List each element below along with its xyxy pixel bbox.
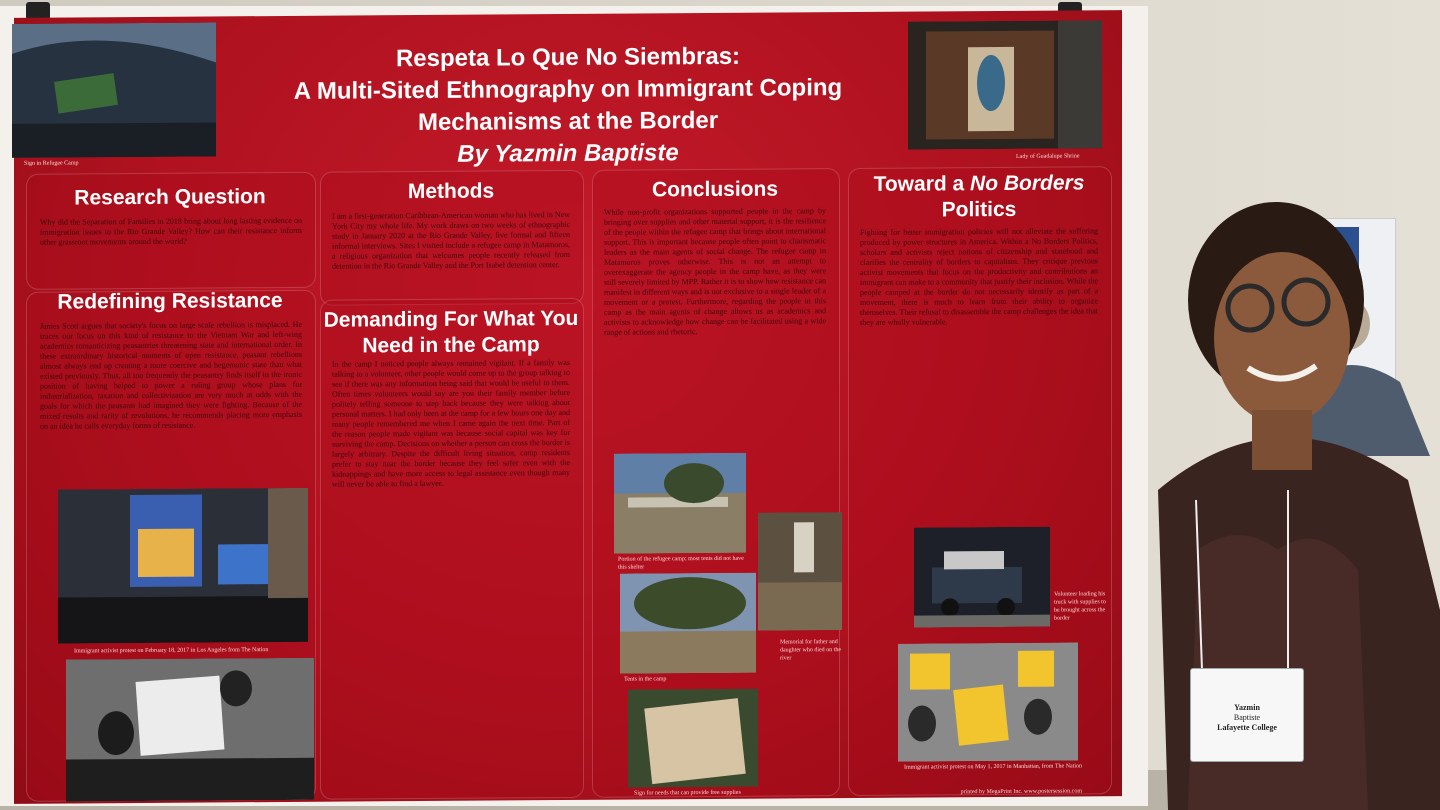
chinga-la-migra-image bbox=[898, 642, 1078, 761]
heading-no-borders-em: No Borders bbox=[970, 171, 1085, 196]
text-research-question: Why did the Separation of Families in 2018 bring about long lasting evidence on immigration issues to the Rio Grande Valley? How can their resistance inform other grassroot movements around the world? bbox=[40, 215, 302, 247]
heading-demanding: Demanding For What You Need in the Camp bbox=[323, 306, 579, 358]
photo-camp-sign bbox=[12, 22, 216, 157]
printer-credit: printed by MegaPrint Inc. www.postersession.com bbox=[960, 788, 1082, 796]
text-redefining-resistance: James Scott argues that society's focus on large scale rebellion is misplaced. He traces our focus on this kind of resistance to the Vietnam War and left-wing academics romanticizing peasantries threatening state and international order. In these extraordinary historical moments of open resistance, peasant rebellions almost always end up creating a more coercive and hegemonic state than what existed previously. Thus, all too frequently the peasantry finds itself in the ironic position of having helped to power a ruling group whose plans for industrialization, taxation and collectivization are very much at odds with the goals for which the peasants had imagined they were fighting. Because of the mixed results and rarity of revolutions, he recommends placing more emphasis on an idea he calls everyday forms of resistance. bbox=[40, 319, 302, 431]
photo-protest-families bbox=[58, 488, 308, 644]
author-byline: By Yazmin Baptiste bbox=[457, 139, 679, 168]
protest-families-image bbox=[58, 488, 308, 644]
heading-research-question: Research Question bbox=[74, 185, 266, 210]
photo-chinga-la-migra-protest bbox=[898, 642, 1078, 761]
caption-memorial: Memorial for father and daughter who died on the river bbox=[780, 639, 841, 662]
photo-refugee-camp bbox=[614, 453, 746, 554]
photo-vietnam-protest bbox=[66, 658, 314, 802]
caption-camp-2: Tents in the camp bbox=[624, 676, 667, 683]
caption-protest-2: Immigrant activist protest on May 1, 2017 in Manhattan, from The Nation bbox=[904, 763, 1083, 771]
heading-no-borders-prefix: Toward a bbox=[873, 172, 971, 196]
refugee-camp-image bbox=[614, 453, 746, 554]
camp-sign-image bbox=[12, 22, 216, 157]
vietnam-protest-image bbox=[66, 658, 314, 802]
supplies-sign-image bbox=[628, 689, 758, 788]
memorial-image bbox=[758, 512, 842, 631]
heading-redefining-resistance: Redefining Resistance bbox=[57, 288, 283, 314]
text-methods: I am a first-generation Caribbean-American woman who has lived in New York City my whole life. My work draws on two weeks of ethnographic study in January 2020 at the Rio Grande Valley, five formal and fifteen informal interviews. Sites I visited include a refugee camp in Matamoros, a religious organization that welcomes people recently released from detention in the Rio Grande Valley and the Port Isabel detention center. bbox=[332, 209, 570, 271]
camp-tents-image bbox=[620, 573, 756, 674]
title-line-1: Respeta Lo Que No Siembras: bbox=[395, 42, 741, 73]
caption-camp-3: Sign for needs that can provide free supplies bbox=[634, 789, 741, 797]
text-conclusions: While non-profit organizations supported people in the camp by bringing over supplies and other material support, it is the resilience of the people within the refugee camp that brings about international support. This is important because people often point to charismatic leaders as the main agents of social change. The refugee camp in Matamoros proves otherwise. This is not an attempt to overexaggerate the agency people in the camp have, as they were still severely limited by MPP. Rather it is to show how resistance can manifest in different ways and is not exclusive to a single leader of a movement or a protest. Furthermore, regarding the people in this camp as the main agents of change allows us as academics and activists to acknowledge how change can be facilitated using a wide range of actions and rhetoric. bbox=[604, 206, 826, 337]
heading-conclusions: Conclusions bbox=[651, 177, 778, 202]
badge-surname: Baptiste bbox=[1233, 713, 1261, 722]
photo-memorial bbox=[758, 512, 842, 631]
caption-truck: Volunteer loading his truck with supplies to be brought across the border bbox=[1054, 591, 1106, 622]
heading-no-borders bbox=[848, 170, 1110, 224]
photo-volunteer-truck bbox=[914, 527, 1050, 628]
text-no-borders: Fighting for better immigration policies will not alleviate the suffering produced by power structures in America. Within a No Borders Politics, scholars and activists reject notions of citizenship and statehood and clarifies the centrality of borders to capitalism. They critique previous activist movements that focus on the productivity and contributions an immigrant can make to a community that justify their inclusion. While the people camped at the border do not necessarily identify as part of a movement, there is much to learn from their ability to organize themselves. Their refusal to disassemble the camp challenges the idea that they are wholly vulnerable. bbox=[860, 226, 1098, 327]
photo-guadalupe-shrine bbox=[908, 20, 1102, 149]
photo-camp-tents bbox=[620, 573, 756, 674]
caption-top-right: Lady of Guadalupe Shrine bbox=[1016, 153, 1080, 160]
caption-protest-1: Immigrant activist protest on February 18, 2017 in Los Angeles from The Nation bbox=[74, 647, 269, 655]
title-line-2: A Multi-Sited Ethnography on Immigrant Coping bbox=[293, 74, 843, 105]
poster-title bbox=[242, 40, 894, 173]
heading-no-borders-tail: Politics bbox=[941, 197, 1017, 222]
caption-top-left: Sign in Refugee Camp bbox=[24, 160, 79, 167]
volunteer-truck-image bbox=[914, 527, 1050, 628]
heading-methods: Methods bbox=[407, 179, 495, 204]
research-poster bbox=[14, 10, 1122, 804]
text-demanding: In the camp I noticed people always remained vigilant. If a family was talking to a volunteer, other people would come up to the group talking to see if there was any information being said that would be useful to them. Often times volunteers would say are you their family member before politely telling someone to step back because they were talking about personal matters. I had only been at the camp for a few hours one day and many people remembered me when I came again the next time. Part of the reason people made vigilant was because social capital was key for surviving the camp. Decisions on whether a person can cross the border is largely arbitrary. Despite the difficult living situation, camp residents prefer to stay near the border because they feel safer even with the kidnappings and have more access to legal assistance even though many will never be able to find a lawyer. bbox=[332, 357, 570, 489]
badge-org: Lafayette College bbox=[1217, 723, 1277, 732]
shrine-image bbox=[908, 20, 1102, 149]
photo-supplies-sign bbox=[628, 689, 758, 788]
caption-camp-1: Portion of the refugee camp; most tents did not have this shelter bbox=[618, 555, 744, 571]
name-badge bbox=[1190, 668, 1304, 762]
title-line-3: Mechanisms at the Border bbox=[417, 106, 719, 137]
badge-name: Yazmin bbox=[1234, 703, 1260, 712]
